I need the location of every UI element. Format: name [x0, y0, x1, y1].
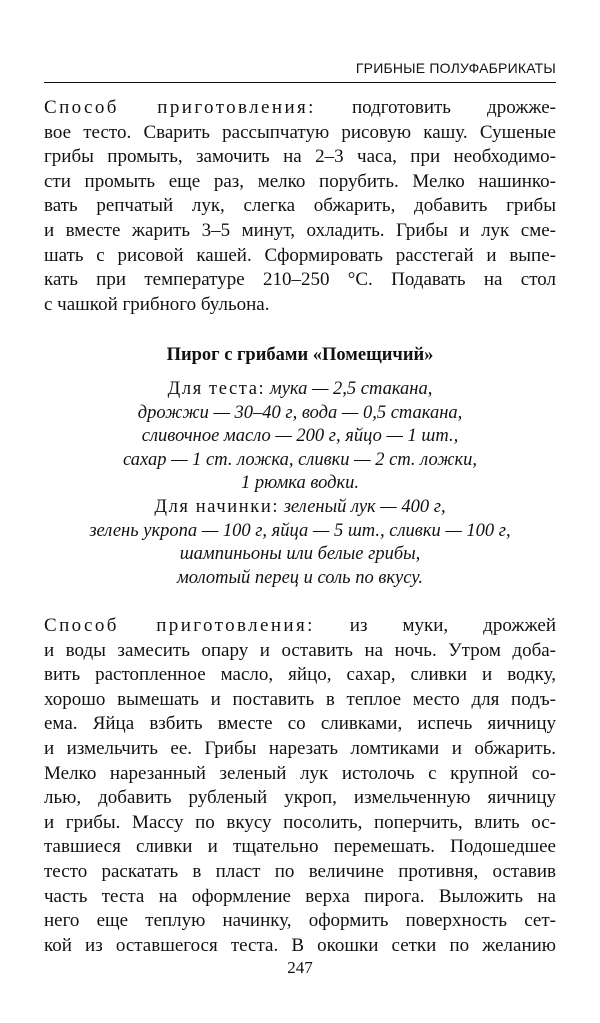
ingredient-line: Для теста: мука — 2,5 стакана, [167, 379, 433, 399]
ingredients-list [44, 378, 556, 590]
header-rule [44, 82, 556, 83]
ingredient-line: 1 рюмка водки. [240, 473, 360, 494]
text-line: вать репчатый лук, слегка обжарить, добавить грибы [44, 195, 556, 217]
text-line: вить растопленное масло, яйцо, сахар, сливки и водку, [44, 664, 556, 686]
text-line: Мелко нарезанный зеленый лук истолочь с крупной со- [44, 762, 556, 784]
ingredient-line: дрожжи — 30–40 г, вода — 0,5 стакана, [137, 402, 463, 423]
dough-label: Для теста: [167, 379, 266, 399]
text-line: и вместе жарить 3–5 минут, охладить. Грибы и лук сме- [44, 219, 556, 241]
ingredient-line: сливочное масло — 200 г, яйцо — 1 шт., [141, 426, 459, 447]
text-line: Способ приготовления: подготовить дрожже- [44, 97, 557, 118]
text-line: кать при температуре 210–250 °С. Подавать на стол [44, 269, 556, 291]
text-line: кой из оставшегося теста. В окошки сетки по желанию [44, 934, 556, 956]
method-lead: Способ приготовления: [44, 615, 315, 636]
text-line: часть теста на оформление верха пирога. Выложить на [44, 885, 556, 907]
text-line: и грибы. Массу по вкусу посолить, поперчить, влить ос- [44, 811, 556, 833]
ingredient-line: сахар — 1 ст. ложка, сливки — 2 ст. ложки, [123, 449, 477, 470]
ingredient-line: молотый перец и соль по вкусу. [176, 567, 423, 588]
ingredient-line: шампиньоны или белые грибы, [179, 544, 421, 565]
text-line: с чашкой грибного бульона. [44, 293, 270, 315]
text-line: вое тесто. Сварить рассыпчатую рисовую кашу. Сушеные [44, 121, 556, 143]
ingredient-line: зелень укропа — 100 г, яйца — 5 шт., сливки — 100 г, [89, 520, 511, 541]
text-line: тавшиеся сливки и тщательно перемешать. Подошедшее [44, 836, 556, 858]
running-title: ГРИБНЫЕ ПОЛУФАБРИКАТЫ [355, 60, 556, 76]
text-line: и измельчить ее. Грибы нарезать ломтиками и обжарить. [44, 737, 556, 759]
method-lead: Способ приготовления: [44, 97, 316, 118]
text-line: лью, добавить рубленый укроп, измельченную яичницу [44, 787, 556, 809]
text-line: ема. Яйца взбить вместе со сливками, испечь яичницу [44, 713, 556, 735]
text-line: сти промыть еще раз, мелко порубить. Мелко нашинко- [44, 170, 556, 192]
text-line: и воды замесить опару и оставить на ночь. Утром доба- [44, 639, 556, 661]
text-line: тесто раскатать в пласт по величине противня, оставив [44, 860, 556, 882]
page-number: 247 [287, 958, 313, 977]
preparation-paragraph-2 [44, 614, 556, 958]
ingredient-line: Для начинки: зеленый лук — 400 г, [154, 496, 446, 517]
preparation-paragraph-1 [44, 96, 556, 317]
text-line: хорошо вымешать и поставить в теплое место для подъ- [44, 688, 556, 710]
filling-label: Для начинки: [154, 496, 280, 517]
text-line: грибы промыть, замочить на 2–3 часа, при необходимо- [44, 146, 556, 168]
text-line: Способ приготовления: из муки, дрожжей [44, 615, 556, 636]
text-line: шать с рисовой кашей. Сформировать расстегай и выпе- [44, 244, 556, 266]
text-line: него еще теплую начинку, оформить поверхность сет- [44, 910, 556, 932]
recipe-title: Пирог с грибами «Помещичий» [166, 345, 434, 365]
